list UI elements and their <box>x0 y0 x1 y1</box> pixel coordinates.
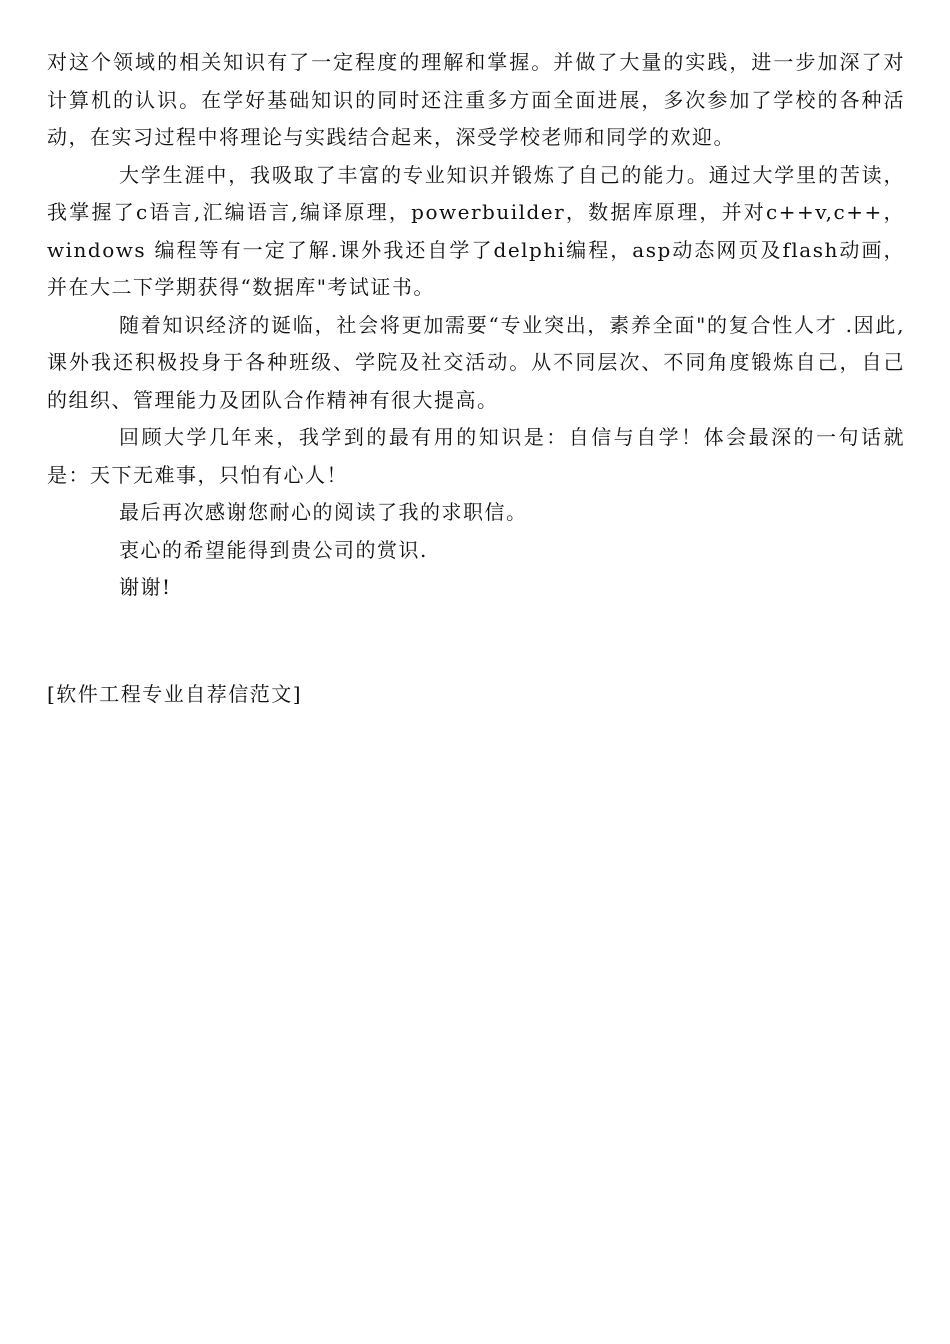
document-footer-title: [软件工程专业自荐信范文] <box>47 682 303 706</box>
closing-thanks-line: 最后再次感谢您耐心的阅读了我的求职信。 <box>119 500 528 524</box>
paragraph-1: 对这个领域的相关知识有了一定程度的理解和掌握。并做了大量的实践，进一步加深了对计算机的认识。在学好基础知识的同时还注重多方面全面进展，多次参加了学校的各种活动，在实习过程中将理论与实践结合起来，深受学校老师和同学的欢迎。 <box>47 50 905 149</box>
closing-signoff-line: 谢谢! <box>119 575 172 599</box>
paragraph-3: 随着知识经济的诞临，社会将更加需要“专业突出，素养全面"的复合性人才 .因此,课外我还积极投身于各种班级、学院及社交活动。从不同层次、不同角度锻炼自己，自己的组织、管理能力及团队合作精神有很大提高。 <box>47 312 905 412</box>
closing-hope-line: 衷心的希望能得到贵公司的赏识. <box>119 537 428 562</box>
paragraph-2: 大学生涯中，我吸取了丰富的专业知识并锻炼了自己的能力。通过大学里的苦读，我掌握了c语言,汇编语言,编译原理，powerbuilder，数据库原理，并对c++v,c++，windows 编程等有一定了解.课外我还自学了delphi编程，asp动态网页及flash动画，并在大二下学期获得“数据库"考试证书。 <box>47 162 905 299</box>
paragraph-4: 回顾大学几年来，我学到的最有用的知识是：自信与自学！体会最深的一句话就是：天下无难事，只怕有心人！ <box>47 425 905 487</box>
letter-body <box>47 44 905 607</box>
